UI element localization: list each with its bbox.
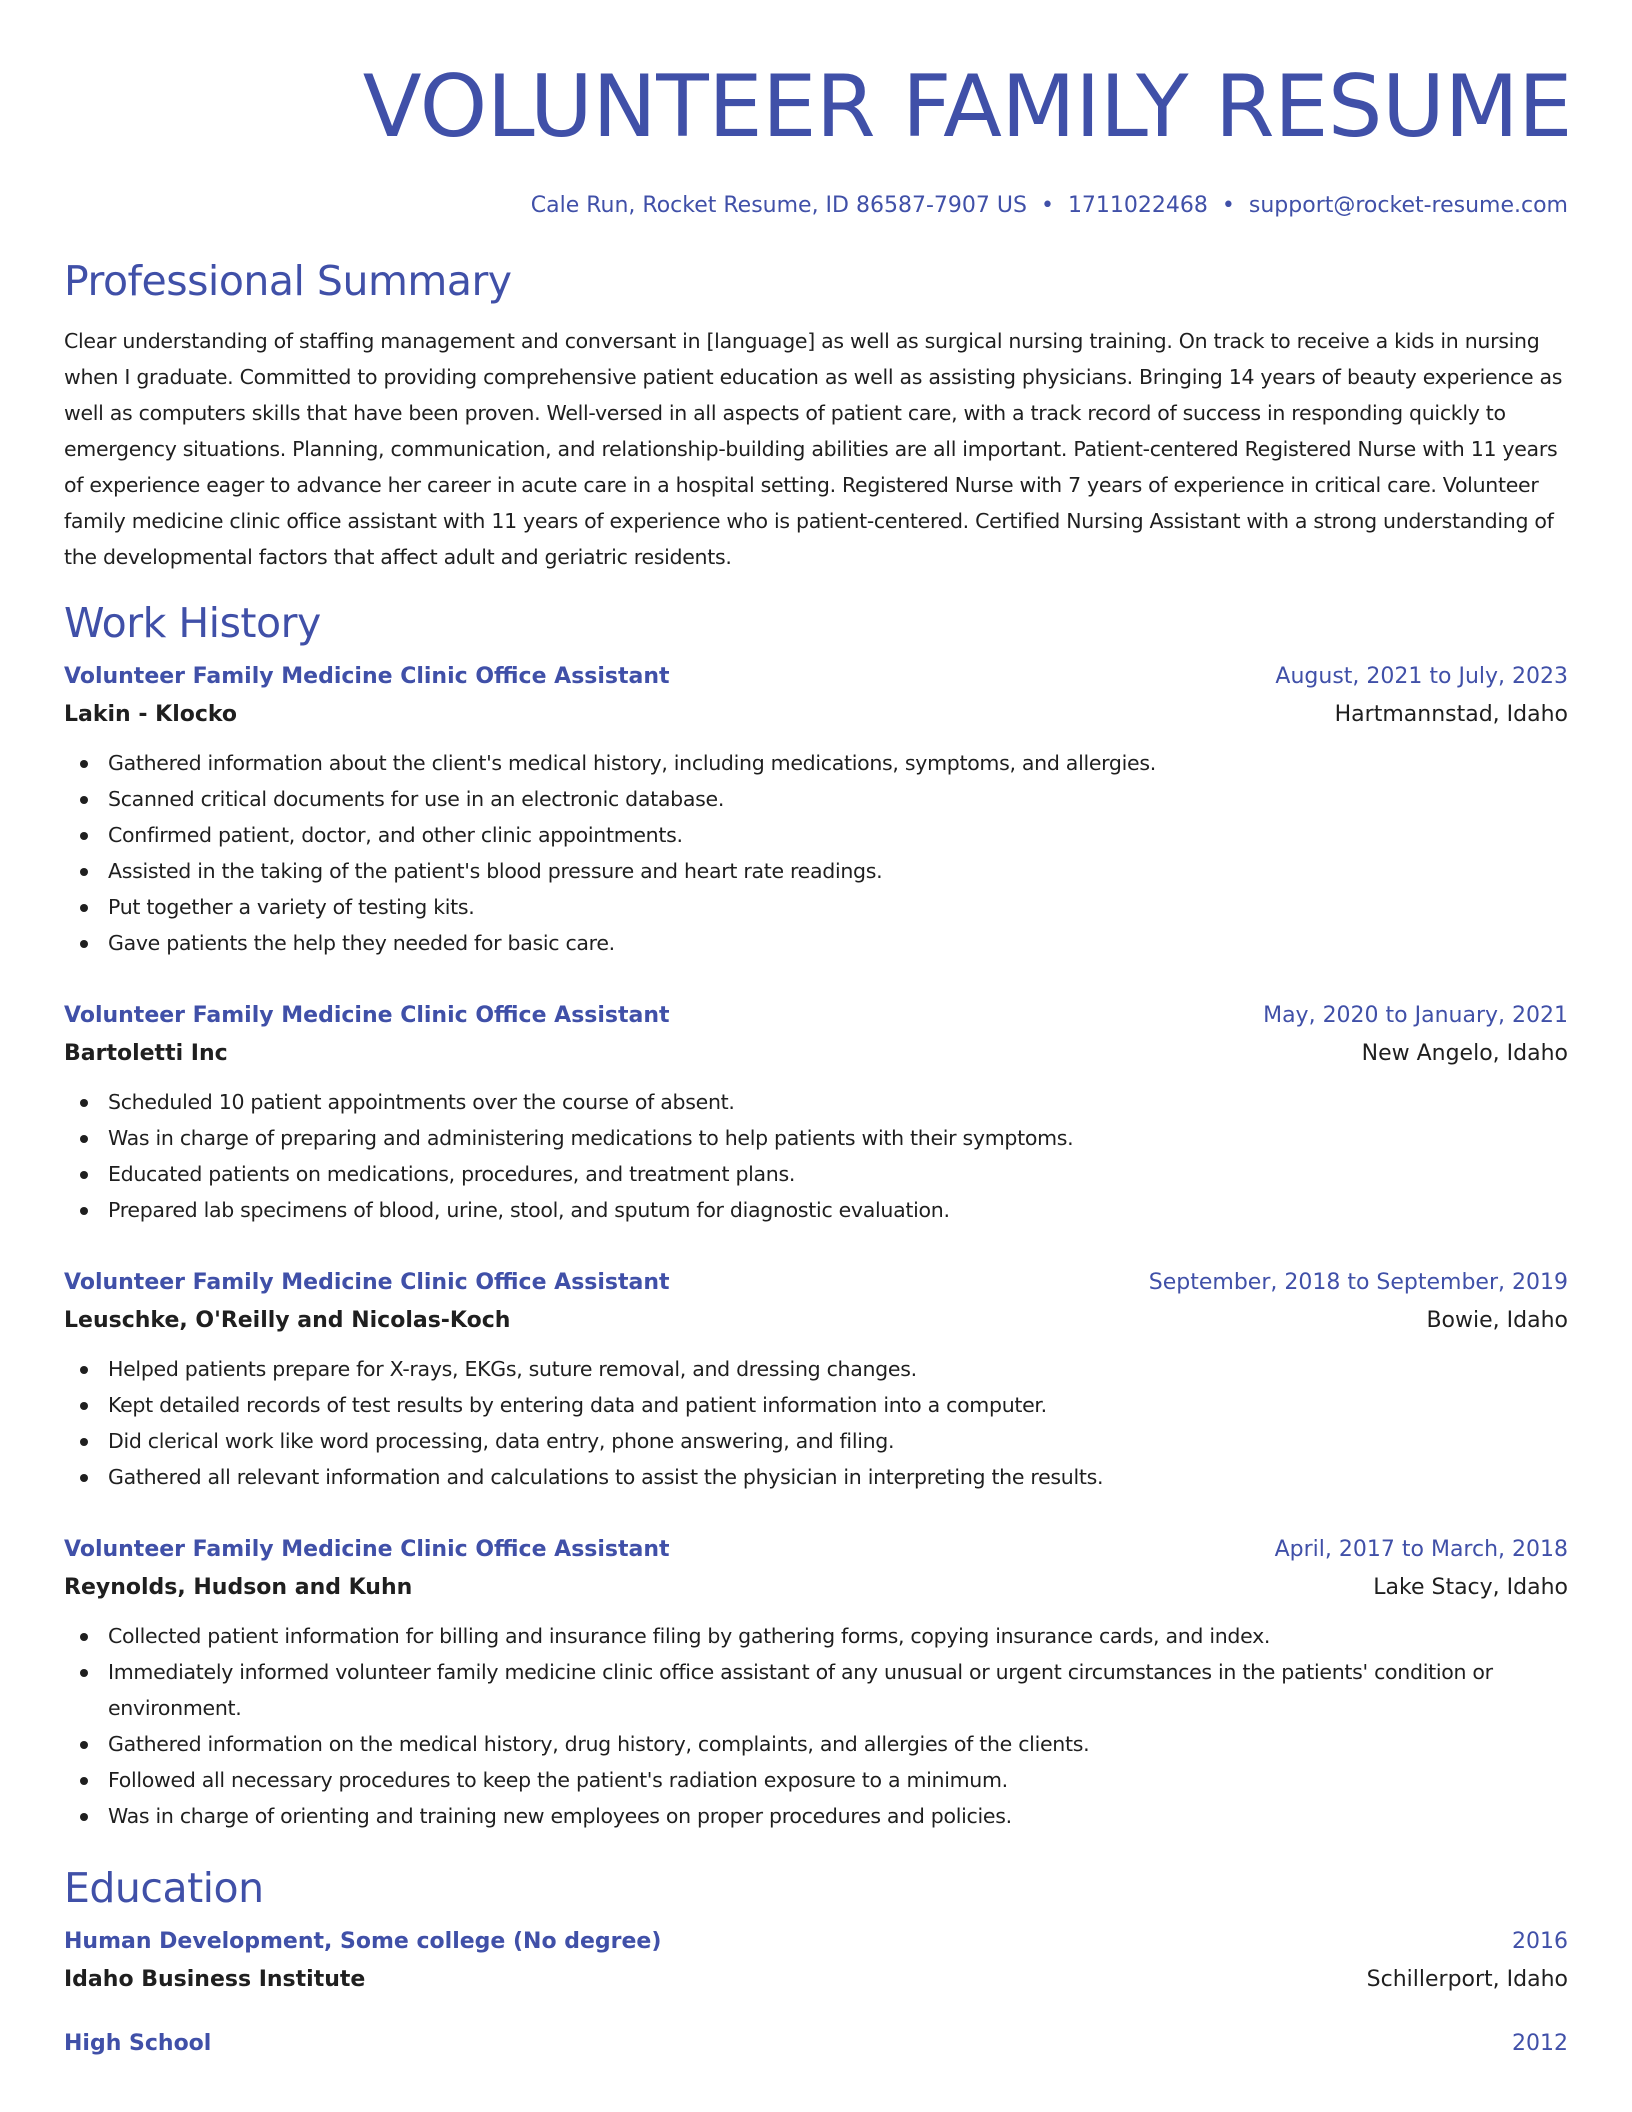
job-company: Reynolds, Hudson and Kuhn (64, 1575, 413, 1600)
job-bullet: Scheduled 10 patient appointments over the course of absent. (64, 1084, 1568, 1120)
job-bullets (64, 745, 1568, 961)
job-bullet: Was in charge of preparing and administering medications to help patients with their symptoms. (64, 1120, 1568, 1156)
contact-phone: 1711022468 (1067, 193, 1208, 218)
job-entry (64, 1535, 1568, 1834)
job-title: Volunteer Family Medicine Clinic Office Assistant (64, 1270, 670, 1295)
job-bullet: Collected patient information for billing and insurance filing by gathering forms, copying insurance cards, and index. (64, 1618, 1568, 1654)
education-degree: High School (64, 2031, 212, 2056)
job-dates: August, 2021 to July, 2023 (1275, 664, 1568, 689)
job-bullet: Followed all necessary procedures to keep the patient's radiation exposure to a minimum. (64, 1762, 1568, 1798)
job-location: Hartmannstad, Idaho (1334, 702, 1568, 727)
job-bullet: Scanned critical documents for use in an electronic database. (64, 781, 1568, 817)
job-bullet: Was in charge of orienting and training new employees on proper procedures and policies. (64, 1798, 1568, 1834)
job-dates: May, 2020 to January, 2021 (1263, 1003, 1568, 1028)
job-company: Bartoletti Inc (64, 1041, 228, 1066)
work-history-heading: Work History (64, 599, 321, 647)
job-title: Volunteer Family Medicine Clinic Office Assistant (64, 1003, 670, 1028)
job-bullets (64, 1351, 1568, 1495)
job-bullet: Gathered information about the client's medical history, including medications, symptoms, and allergies. (64, 745, 1568, 781)
job-bullet: Educated patients on medications, procedures, and treatment plans. (64, 1156, 1568, 1192)
job-title: Volunteer Family Medicine Clinic Office Assistant (64, 664, 670, 689)
education-heading: Education (64, 1864, 264, 1912)
education-entry (64, 2029, 1568, 2059)
job-entry (64, 1268, 1568, 1495)
job-bullets (64, 1084, 1568, 1228)
job-entry (64, 1001, 1568, 1228)
contact-line (64, 192, 1568, 220)
job-dates: April, 2017 to March, 2018 (1274, 1537, 1568, 1562)
job-bullet: Gathered all relevant information and calculations to assist the physician in interpreting the results. (64, 1459, 1568, 1495)
job-bullet: Gathered information on the medical history, drug history, complaints, and allergies of the clients. (64, 1726, 1568, 1762)
education-year: 2012 (1512, 2031, 1568, 2056)
education-degree: Human Development, Some college (No degree) (64, 1929, 662, 1954)
education-entry (64, 1927, 1568, 1995)
separator-dot: • (1040, 193, 1054, 218)
education-school: Idaho Business Institute (64, 1967, 366, 1992)
job-company: Leuschke, O'Reilly and Nicolas-Koch (64, 1308, 511, 1333)
job-bullet: Gave patients the help they needed for basic care. (64, 925, 1568, 961)
job-location: Bowie, Idaho (1426, 1308, 1568, 1333)
job-bullet: Kept detailed records of test results by entering data and patient information into a computer. (64, 1387, 1568, 1423)
job-location: New Angelo, Idaho (1361, 1041, 1568, 1066)
education-location: Schillerport, Idaho (1366, 1967, 1568, 1992)
job-bullet: Prepared lab specimens of blood, urine, stool, and sputum for diagnostic evaluation. (64, 1192, 1568, 1228)
job-bullets (64, 1618, 1568, 1834)
resume-title: VOLUNTEER FAMILY RESUME (362, 57, 1572, 157)
separator-dot: • (1221, 193, 1235, 218)
job-bullet: Helped patients prepare for X-rays, EKGs, suture removal, and dressing changes. (64, 1351, 1568, 1387)
job-entry (64, 662, 1568, 961)
summary-heading: Professional Summary (64, 257, 512, 305)
contact-email: support@rocket-resume.com (1248, 193, 1568, 218)
job-bullet: Immediately informed volunteer family medicine clinic office assistant of any unusual or urgent circumstances in the patients' condition or environment. (64, 1654, 1568, 1726)
job-dates: September, 2018 to September, 2019 (1148, 1270, 1568, 1295)
job-bullet: Put together a variety of testing kits. (64, 889, 1568, 925)
summary-text: Clear understanding of staffing management and conversant in [language] as well as surgical nursing training. On track to receive a kids in nursing when I graduate. Committed to providing comprehensive patient education as well as assisting physicians. Bringing 14 years of beauty experience as well as computers skills that have been proven. Well-versed in all aspects of patient care, with a track record of success in responding quickly to emergency situations. Planning, communication, and relationship-building abilities are all important. Patient-centered Registered Nurse with 11 years of experience eager to advance her career in acute care in a hospital setting. Registered Nurse with 7 years of experience in critical care. Volunteer family medicine clinic office assistant with 11 years of experience who is patient-centered. Certified Nursing Assistant with a strong understanding of the developmental factors that affect adult and geriatric residents. (64, 329, 1563, 569)
job-bullet: Did clerical work like word processing, data entry, phone answering, and filing. (64, 1423, 1568, 1459)
contact-address: Cale Run, Rocket Resume, ID 86587-7907 US (530, 193, 1027, 218)
education-year: 2016 (1512, 1929, 1568, 1954)
job-title: Volunteer Family Medicine Clinic Office Assistant (64, 1537, 670, 1562)
job-bullet: Assisted in the taking of the patient's blood pressure and heart rate readings. (64, 853, 1568, 889)
job-location: Lake Stacy, Idaho (1373, 1575, 1568, 1600)
job-company: Lakin - Klocko (64, 702, 238, 727)
job-bullet: Confirmed patient, doctor, and other clinic appointments. (64, 817, 1568, 853)
